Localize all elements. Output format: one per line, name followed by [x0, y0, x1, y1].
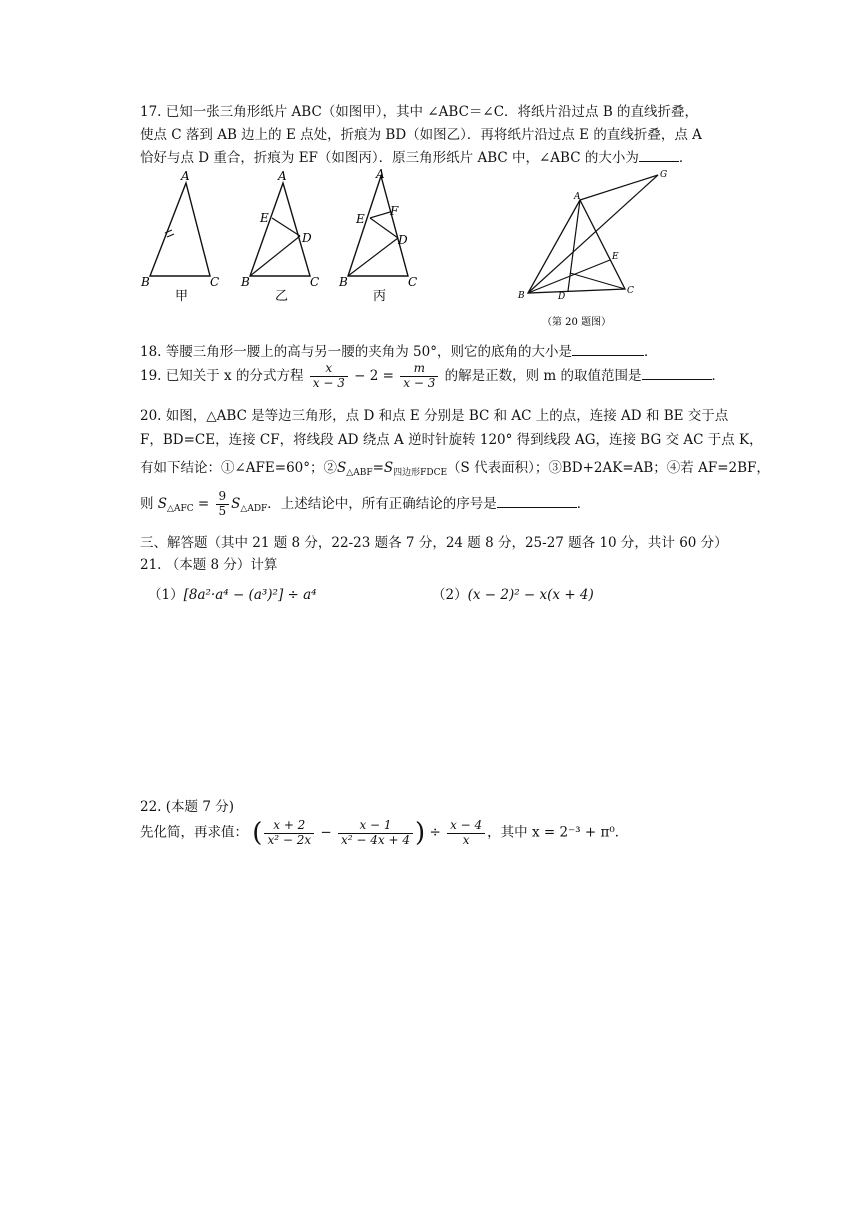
q21-part2-expr: (x − 2)² − x(x + 4) [467, 587, 594, 603]
label-B: B [518, 291, 525, 301]
figure-yi [238, 168, 328, 308]
q19-prefix: 19. 已知关于 x 的分式方程 [140, 367, 304, 384]
label-F: F [390, 204, 399, 218]
q17-line2: 使点 C 落到 AB 边上的 E 点处，折痕为 BD（如图乙）．再将纸片沿过点 E 的直线折叠，点 A [140, 127, 702, 143]
q21-part2: （2）(x − 2)² − x(x + 4) [432, 587, 594, 603]
label-C: C [627, 286, 634, 296]
tick-mark [167, 234, 174, 237]
q22-fraction-3: $\frac{x - 4}{x}$ [447, 819, 485, 848]
q18-end: ． [643, 344, 658, 360]
q22-fraction-2: $\frac{x - 1}{\text{x² − 4x + 4}}$ [338, 819, 413, 848]
fold-ef [370, 212, 390, 218]
q19-suffix: 的解是正数，则 m 的取值范围是 [444, 367, 642, 384]
figure-jia [138, 168, 228, 308]
q21-part1-expr: [8a²·a⁴ − (a³)²] ÷ a⁴ [183, 587, 317, 603]
segment-ad [568, 200, 580, 291]
q22-body: 先化简，再求值： ( $\frac{x + 2}{\text{x² − 2x}}$ − $\frac{x - 1}{\text{x² − 4x + 4}}$ ) ÷ $\frac{x - 4}{x}$ ，其中 x = 2⁻³ + π⁰． [140, 817, 629, 848]
q18-text: 18. 等腰三角形一腰上的高与另一腰的夹角为 50°，则它的底角的大小是 [140, 344, 572, 360]
q20-fraction: $\frac{9}{5}$ [216, 490, 230, 519]
label-A: A [278, 169, 287, 183]
q19 [140, 362, 725, 391]
label-A: A [376, 168, 385, 181]
label-E: E [612, 252, 619, 262]
q20-line3: 有如下结论：①∠AFE=60°；$②S_{\triangle ABF}=S_{四边形FDCE}(S$ 代表面积）；③BD+2AK=AB；④若 AF=2BF， [140, 460, 770, 478]
q18-answer-blank[interactable] [572, 355, 644, 356]
figure-caption: （第 20 题图） [542, 317, 612, 328]
label-E: E [260, 211, 269, 225]
label-C: C [210, 275, 220, 289]
q19-mid: − 2 = [354, 367, 394, 384]
label-D: D [398, 233, 408, 247]
triangle-abc [348, 176, 408, 276]
q21-part1: （1）[8a²·a⁴ − (a³)²] ÷ a⁴ [148, 587, 317, 603]
q17-line3 [140, 146, 692, 166]
segment-be [528, 260, 610, 293]
caption-bing: 丙 [373, 289, 387, 304]
paren-right: ) [415, 818, 426, 848]
segment-bg [528, 175, 658, 293]
caption-yi: 乙 [275, 289, 289, 304]
q20-conclusion-3: （S 代表面积）；③BD+2AK=AB；④若 AF=2BF， [447, 460, 770, 476]
label-G: G [660, 170, 668, 180]
label-E: E [356, 212, 365, 226]
label-B: B [339, 275, 348, 289]
label-C: C [408, 275, 418, 289]
segment-cf [570, 273, 625, 289]
q22-title: 22. (本题 7 分) [140, 799, 234, 815]
q19-fraction-1: $\frac{x}{x - 3}$ [310, 362, 348, 391]
q21-title: 21. （本题 8 分）计算 [140, 557, 278, 573]
figure-q20 [510, 165, 680, 330]
q17-line3-text: 恰好与点 D 重合，折痕为 EF（如图丙）．原三角形纸片 ABC 中，∠ABC 的大小为 [140, 150, 639, 166]
tick-mark [165, 230, 172, 233]
q19-answer-blank[interactable] [642, 379, 712, 380]
q22-condition: ，其中 x = 2⁻³ + π⁰． [487, 824, 629, 841]
figure-bing [336, 168, 426, 308]
paren-left: ( [252, 818, 263, 848]
label-A: A [181, 169, 190, 183]
triangle-abc [150, 183, 210, 276]
label-D: D [302, 231, 312, 245]
section3-heading: 三、解答题（其中 21 题 8 分，22-23 题各 7 分，24 题 8 分，25-27 题各 10 分，共计 60 分） [140, 535, 728, 551]
q18 [140, 340, 657, 360]
q20-conclusion-1: 有如下结论：①∠AFE=60°；② [140, 460, 338, 476]
q17-line3-end: ． [678, 150, 693, 166]
caption-jia: 甲 [175, 289, 189, 304]
label-C: C [310, 275, 320, 289]
label-B: B [241, 275, 250, 289]
q20-line4: 则 $S_{\triangle AFC}$ = $\frac{9}{5}$ $S_{\triangle ADF}$．上述结论中，所有正确结论的序号是 ． [140, 489, 591, 518]
q22-fraction-1: $\frac{x + 2}{\text{x² − 2x}}$ [264, 819, 314, 848]
q20-question: ．上述结论中，所有正确结论的序号是 [267, 495, 497, 512]
label-A: A [574, 192, 581, 202]
label-D: D [558, 292, 566, 302]
label-B: B [141, 275, 150, 289]
q19-fraction-2: $\frac{m}{x - 3}$ [400, 362, 438, 391]
triangle-abc [250, 183, 310, 276]
segment-ag [580, 175, 658, 200]
q22-prefix: 先化简，再求值： [140, 824, 248, 841]
q20-line1: 20. 如图，△ABC 是等边三角形，点 D 和点 E 分别是 BC 和 AC 上的点，连接 AD 和 BE 交于点 [140, 408, 729, 424]
q20-answer-blank[interactable] [497, 507, 577, 508]
q17-line1: 17. 已知一张三角形纸片 ABC（如图甲），其中 ∠ABC＝∠C．将纸片沿过点 B 的直线折叠， [140, 104, 699, 120]
fold-bd [348, 238, 398, 276]
q19-end: ． [711, 367, 726, 384]
q17-answer-blank[interactable] [639, 161, 679, 162]
q20-line2: F，BD=CE，连接 CF，将线段 AD 绕点 A 逆时针旋转 120° 得到线段 AG，连接 BG 交 AC 于点 K， [140, 432, 763, 448]
